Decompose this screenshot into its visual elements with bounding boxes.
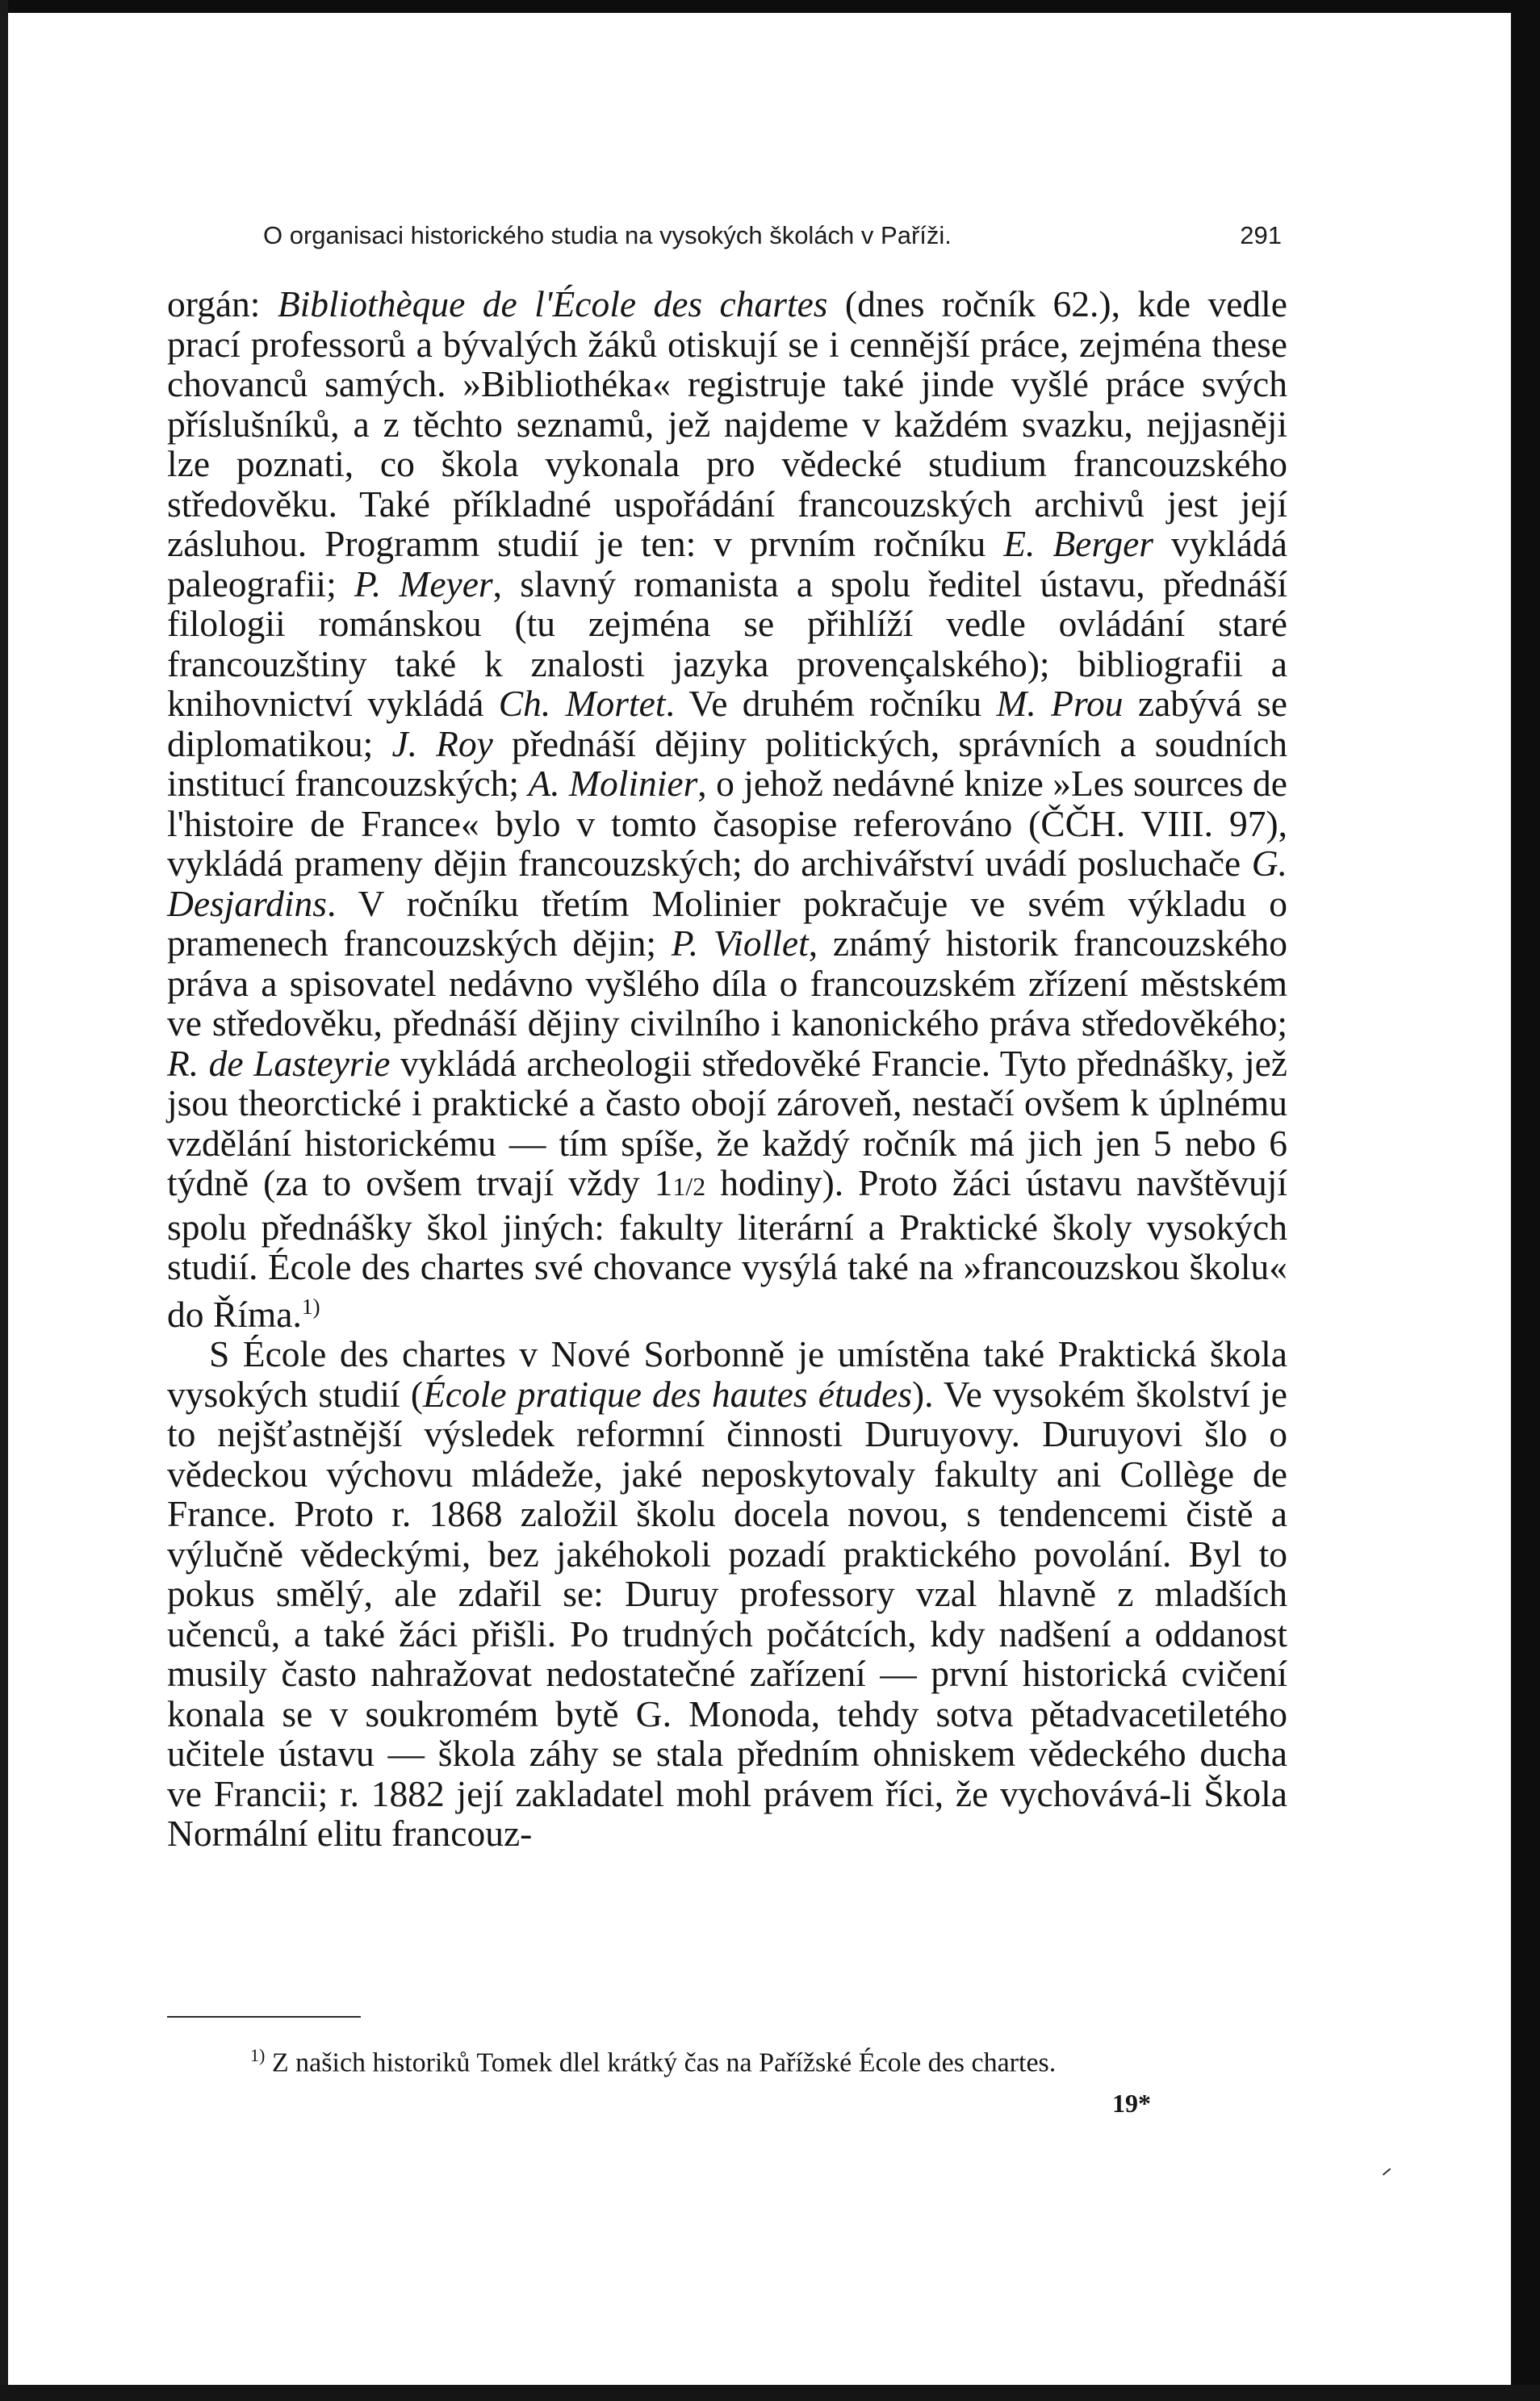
footnote-divider (167, 2016, 361, 2018)
text-run: hodiny). Proto žáci ústavu navštěvují spolu přednášky škol jiných: fakulty literární a Praktické školy vysokých studií. École des chartes své chovance vysýlá také na »francouzskou školu« do Říma. (167, 1162, 1288, 1335)
italic-name: G. Desjardins (167, 843, 1287, 924)
italic-name: M. Prou (996, 683, 1124, 724)
italic-name: P. Meyer (354, 563, 493, 604)
italic-name: J. Roy (391, 722, 493, 764)
text-run: přednáší dějiny politických, správních a soudních institucí francouzských; (167, 722, 1288, 804)
italic-title: École pratique des hautes études (422, 1373, 912, 1415)
italic-title: Bibliothèque de l'École des chartes (277, 283, 828, 324)
paragraph-2 (167, 1334, 1287, 1854)
italic-name: A. Molinier (528, 763, 698, 804)
body-text (167, 284, 1287, 1854)
page-number: 291 (1240, 221, 1282, 249)
scan-edge-right (1511, 0, 1540, 2401)
text-run: S École des chartes v Nové Sorbonně je umístěna také Praktická škola vysokých studií ( (167, 1333, 1287, 1415)
footnote (250, 2039, 1299, 2080)
text-run: vykládá archeologii středověké Francie. Tyto přednášky, jež jsou theorctické i praktické a často obojí zároveň, nestačí ovšem k úplnému vzdělání historickému — tím spíše, že každý ročník má jich jen 5 nebo 6 týdně (za to ovšem trvají vždy 1 (167, 1042, 1287, 1203)
text-run: , slavný romanista a spolu ředitel ústavu, přednáší filologii románskou (tu zejména se přihlíží vedle ovládání staré francouzštiny také k znalosti jazyka provençalského); bibliografii a knihovnictví vykládá (167, 563, 1287, 724)
italic-name: R. de Lasteyrie (167, 1042, 391, 1084)
scan-edge-left (0, 0, 8, 2401)
text-run: , známý historik francouzského práva a spisovatel nedávno vyšlého díla o francouzském zřízení městském ve středověku, přednáší dějiny civilního i kanonického práva středověkého; (167, 922, 1288, 1044)
text-run: zabývá se diplomatikou; (167, 683, 1287, 764)
text-run: . V ročníku třetím Molinier pokračuje ve svém výkladu o pramenech francouzských dějin; (167, 882, 1287, 964)
italic-name: E. Berger (1003, 523, 1154, 564)
fraction: 1/2 (672, 1173, 706, 1201)
footnote-reference[interactable]: 1) (301, 1294, 320, 1319)
scan-speck (1383, 2168, 1391, 2175)
text-run: orgán: (167, 283, 278, 324)
text-run: . Ve druhém ročníku (665, 683, 997, 724)
signature-mark: 19* (1112, 2089, 1151, 2118)
scan-edge-top (0, 0, 1540, 13)
text-run: (dnes ročník 62.), kde vedle prací professorů a bývalých žáků otiskují se i cennější práce, zejména these chovanců samých. »Bibliothéka« registruje také jinde vyšlé práce svých příslušníků, a z těchto seznamů, jež najdeme v každém svazku, nejjasněji lze poznati, co škola vykonala pro vědecké studium francouzského středověku. Také příkladné uspořádání francouzských archivů jest její zásluhou. Programm studií je ten: v prvním ročníku (167, 283, 1287, 564)
text-run: ). Ve vysokém školství je to nejšťastnější výsledek reformní činnosti Duruyovy. Duruyovi šlo o vědeckou výchovu mládeže, jaké neposkytovaly fakulty ani Collège de France. Proto r. 1868 založil školu docela novou, s tendencemi čistě a výlučně vědeckými, bez jakéhokoli pozadí praktického povolání. Byl to pokus smělý, ale zdařil se: Duruy professory vzal hlavně z mladších učenců, a také žáci přišli. Po trudných počátcích, kdy nadšení a oddanost musily často nahražovat nedostatečné zařízení — první historická cvičení konala se v soukromém bytě G. Monoda, tehdy sotva pětadvacetiletého učitele ústavu — škola záhy se stala předním ohniskem vědeckého ducha ve Francii; r. 1882 její zakladatel mohl právem říci, že vychovává-li Škola Normální elitu francouz- (167, 1373, 1288, 1855)
italic-name: P. Viollet (671, 922, 809, 964)
italic-name: Ch. Mortet (498, 683, 666, 724)
footnote-text: Z našich historiků Tomek dlel krátký čas na Pařížské École des chartes. (265, 2048, 1057, 2078)
footnote-marker: 1) (250, 2045, 266, 2065)
text-run: , o jehož nedávné knize »Les sources de l'histoire de France« bylo v tomto časopise referováno (ČČH. VIII. 97), vykládá prameny dějin francouzských; do archivářství uvádí posluchače (167, 763, 1287, 884)
scan-edge-bottom (0, 2385, 1540, 2401)
running-head-title: O organisaci historického studia na vysokých školách v Paříži. (263, 221, 952, 249)
text-run: vykládá paleografii; (167, 523, 1288, 604)
paragraph-1 (167, 284, 1287, 1334)
